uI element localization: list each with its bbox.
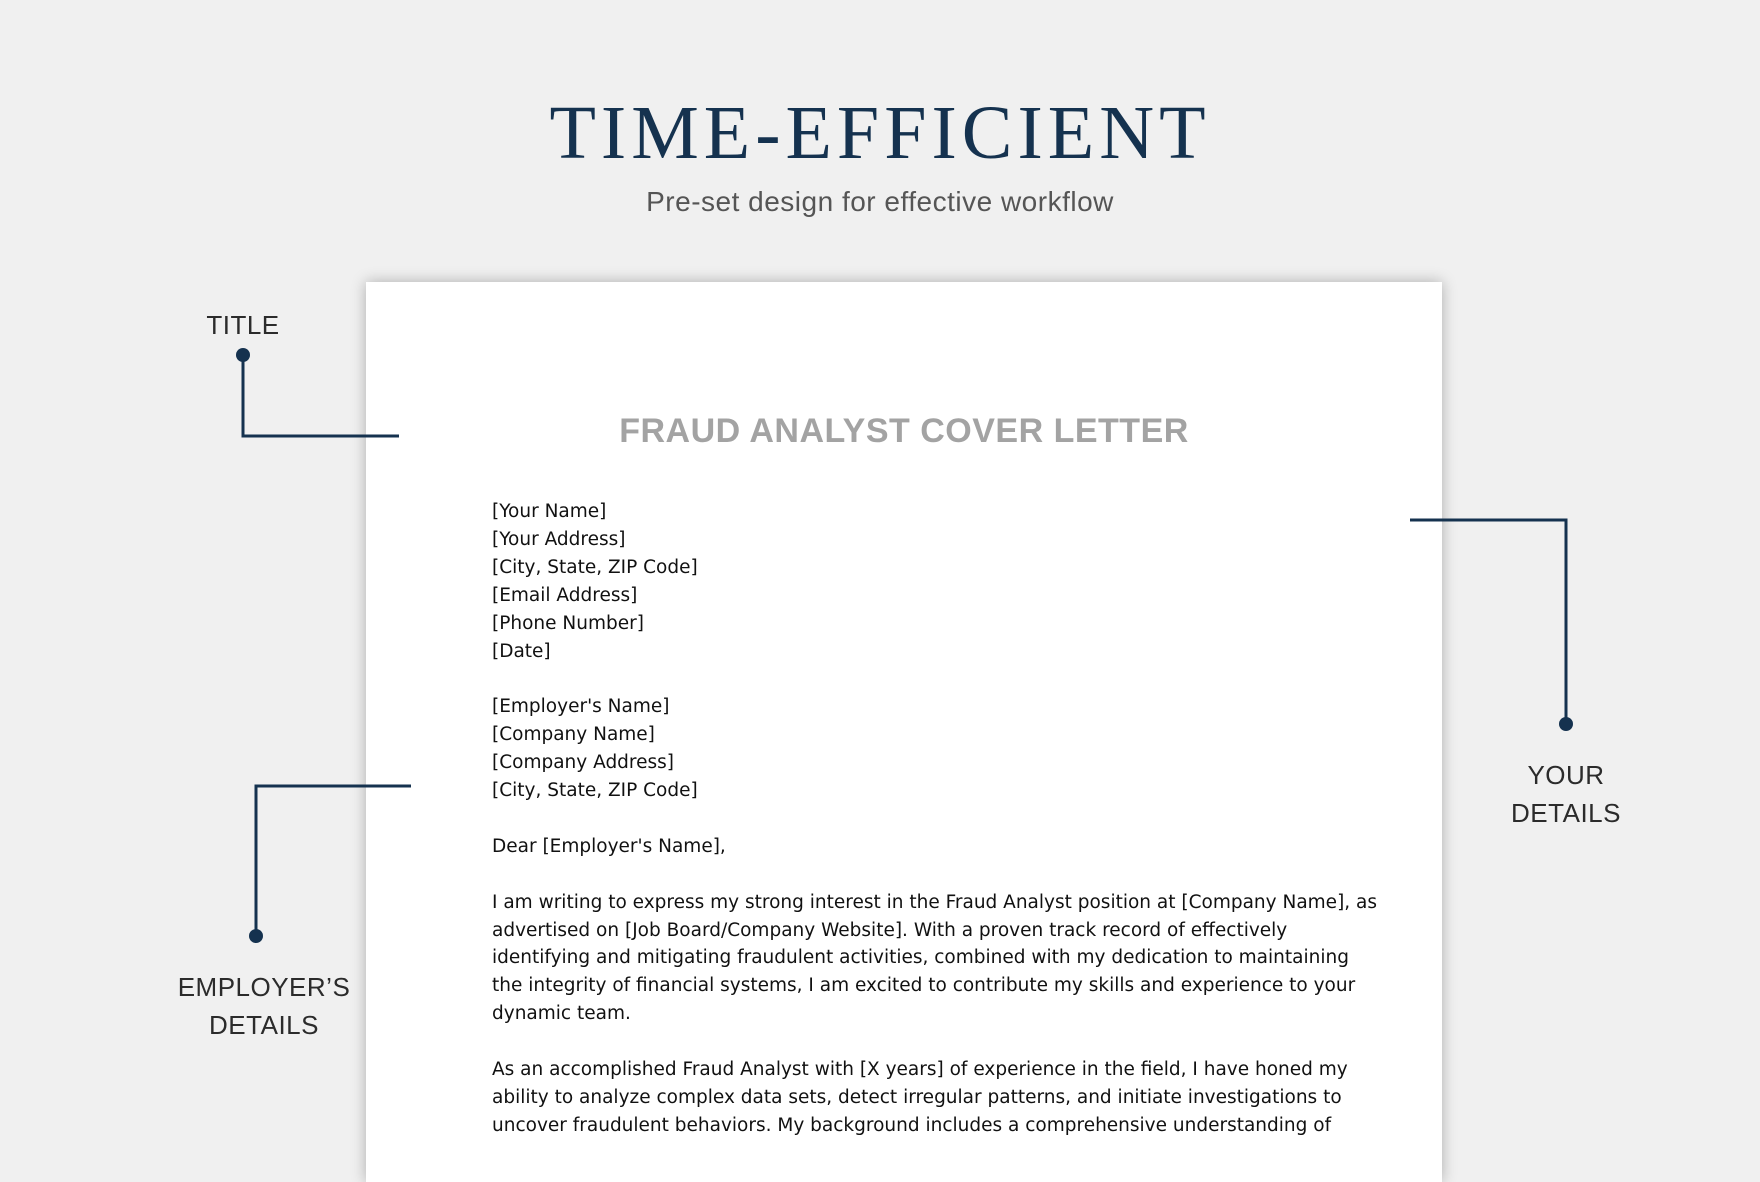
sender-email: [Email Address] <box>492 584 638 606</box>
document-title: FRAUD ANALYST COVER LETTER <box>619 412 1189 450</box>
company-name: [Company Name] <box>492 724 655 746</box>
company-address: [Company Address] <box>492 752 675 774</box>
employer-name: [Employer's Name] <box>492 696 670 718</box>
title-connector-line <box>243 356 399 436</box>
paragraph-line: ability to analyze complex data sets, detect irregular patterns, and initiate investigations to <box>492 1086 1342 1108</box>
your-details-connector-line <box>1410 520 1566 724</box>
sender-phone: [Phone Number] <box>492 612 644 634</box>
employer-details-connector-dot <box>249 929 263 943</box>
employer-details-callout-label <box>164 968 364 1044</box>
paragraph-line: advertised on [Job Board/Company Website]. With a proven track record of effectively <box>492 919 1288 941</box>
salutation-text: Dear [Employer's Name], <box>492 835 726 857</box>
sender-city: [City, State, ZIP Code] <box>492 556 698 578</box>
your-details-label-line2: DETAILS <box>1511 798 1621 828</box>
paragraph-line: the integrity of financial systems, I am excited to contribute my skills and experience to your <box>492 975 1356 997</box>
employer-details-label-line2: DETAILS <box>209 1010 319 1040</box>
letter-date: [Date] <box>492 640 551 662</box>
employer-details-connector-line <box>256 786 411 934</box>
page-subtitle: Pre-set design for effective workflow <box>646 186 1114 217</box>
sender-name: [Your Name] <box>492 501 607 522</box>
title-connector-dot <box>236 348 250 362</box>
title-callout-label: TITLE <box>206 310 280 340</box>
your-details-callout-label <box>1486 756 1646 832</box>
paragraph-line: uncover fraudulent behaviors. My background includes a comprehensive understanding of <box>492 1114 1332 1136</box>
paragraph-line: identifying and mitigating fraudulent activities, combined with my dedication to maintaining <box>492 947 1349 969</box>
employer-details-label-line1: EMPLOYER’S <box>177 972 351 1002</box>
sender-address: [Your Address] <box>492 528 626 550</box>
your-details-label-line1: YOUR <box>1527 760 1605 790</box>
paragraph-line: I am writing to express my strong interest in the Fraud Analyst position at [Company Name], as <box>492 891 1378 913</box>
your-details-connector-dot <box>1559 717 1573 731</box>
company-city: [City, State, ZIP Code] <box>492 780 698 802</box>
paragraph-line: As an accomplished Fraud Analyst with [X years] of experience in the field, I have honed my <box>492 1059 1348 1081</box>
paragraph-line: dynamic team. <box>492 1003 631 1025</box>
page-title: TIME-EFFICIENT <box>549 91 1211 175</box>
